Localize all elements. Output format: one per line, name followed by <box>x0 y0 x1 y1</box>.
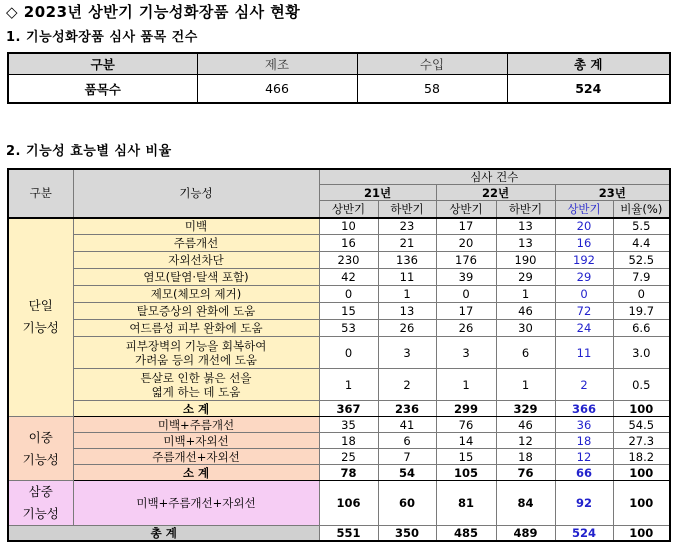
header-manufacture: 제조 <box>197 53 357 75</box>
section2-heading: 2. 기능성 효능별 심사 비율 <box>6 144 172 159</box>
table-row: 주름개선+자외선 25 7 15 18 12 18.2 <box>8 449 670 465</box>
table-row: 여드름성 피부 완화에 도움 53 26 26 30 24 6.6 <box>8 320 670 337</box>
function-label: 자외선차단 <box>73 252 319 269</box>
table-row: 주름개선 16 21 20 13 16 4.4 <box>8 235 670 252</box>
header-year-23: 23년 <box>555 185 670 201</box>
table-row: 피부장벽의 기능을 회복하여 가려움 등의 개선에 도움 0 3 3 6 11 3.0 <box>8 337 670 369</box>
table-row: 탈모증상의 완화에 도움 15 13 17 46 72 19.7 <box>8 303 670 320</box>
function-label: 탈모증상의 완화에 도움 <box>73 303 319 320</box>
header-22-h2: 하반기 <box>496 201 555 218</box>
table-row: 제모(체모의 제거) 0 1 0 1 0 0 <box>8 286 670 303</box>
function-label: 염모(탈염·탈색 포함) <box>73 269 319 286</box>
function-label: 피부장벽의 기능을 회복하여 가려움 등의 개선에 도움 <box>73 337 319 369</box>
function-label: 미백+주름개선 <box>73 417 319 433</box>
efficacy-review-table <box>7 168 671 542</box>
import-count: 58 <box>357 75 507 104</box>
table-row: 염모(탈염·탈색 포함) 42 11 39 29 29 7.9 <box>8 269 670 286</box>
subtotal-row: 소 계 367 236 299 329 366 100 <box>8 401 670 417</box>
subtotal-label: 소 계 <box>73 401 319 417</box>
header-row-1 <box>8 169 670 185</box>
header-import: 수입 <box>357 53 507 75</box>
page-title: ◇ 2023년 상반기 기능성화장품 심사 현황 <box>6 3 301 21</box>
table-row: 단일 기능성 미백 10 23 17 13 20 5.5 <box>8 218 670 235</box>
function-label: 주름개선+자외선 <box>73 449 319 465</box>
subtotal-row: 소 계 78 54 105 76 66 100 <box>8 465 670 481</box>
function-label: 미백+주름개선+자외선 <box>73 481 319 526</box>
category-triple: 삼중 기능성 <box>8 481 73 526</box>
header-21-h1: 상반기 <box>319 201 378 218</box>
header-category: 구분 <box>8 169 73 218</box>
total-row: 총 계 551 350 485 489 524 100 <box>8 526 670 542</box>
header-year-22: 22년 <box>436 185 555 201</box>
header-22-h1: 상반기 <box>436 201 496 218</box>
header-review-count: 심사 건수 <box>319 169 670 185</box>
function-label: 튼살로 인한 붉은 선을 엷게 하는 데 도움 <box>73 369 319 401</box>
function-label: 제모(체모의 제거) <box>73 286 319 303</box>
function-label: 미백 <box>73 218 319 235</box>
header-total: 총 계 <box>507 53 670 75</box>
function-label: 미백+자외선 <box>73 433 319 449</box>
header-function: 기능성 <box>73 169 319 218</box>
manufacture-count: 466 <box>197 75 357 104</box>
function-label: 여드름성 피부 완화에 도움 <box>73 320 319 337</box>
header-21-h2: 하반기 <box>378 201 436 218</box>
header-category: 구분 <box>8 53 197 75</box>
total-count: 524 <box>507 75 670 104</box>
category-double: 이중 기능성 <box>8 417 73 481</box>
subtotal-label: 소 계 <box>73 465 319 481</box>
total-label: 총 계 <box>8 526 319 542</box>
table-row: 미백+자외선 18 6 14 12 18 27.3 <box>8 433 670 449</box>
item-count-header-row <box>8 53 670 75</box>
row-label: 품목수 <box>84 81 121 97</box>
item-count-row <box>8 75 670 104</box>
section1-heading: 1. 기능성화장품 심사 품목 건수 <box>6 30 198 45</box>
function-label: 주름개선 <box>73 235 319 252</box>
table-row: 이중 기능성 미백+주름개선 35 41 76 46 36 54.5 <box>8 417 670 433</box>
header-year-21: 21년 <box>319 185 436 201</box>
table-row: 자외선차단 230 136 176 190 192 52.5 <box>8 252 670 269</box>
header-23-h1: 상반기 <box>555 201 613 218</box>
header-ratio: 비율(%) <box>613 201 670 218</box>
item-count-table <box>7 52 671 104</box>
table-row: 삼중 기능성 미백+주름개선+자외선 106 60 81 84 92 100 <box>8 481 670 526</box>
category-single: 단일 기능성 <box>8 218 73 417</box>
table-row: 튼살로 인한 붉은 선을 엷게 하는 데 도움 1 2 1 1 2 0.5 <box>8 369 670 401</box>
